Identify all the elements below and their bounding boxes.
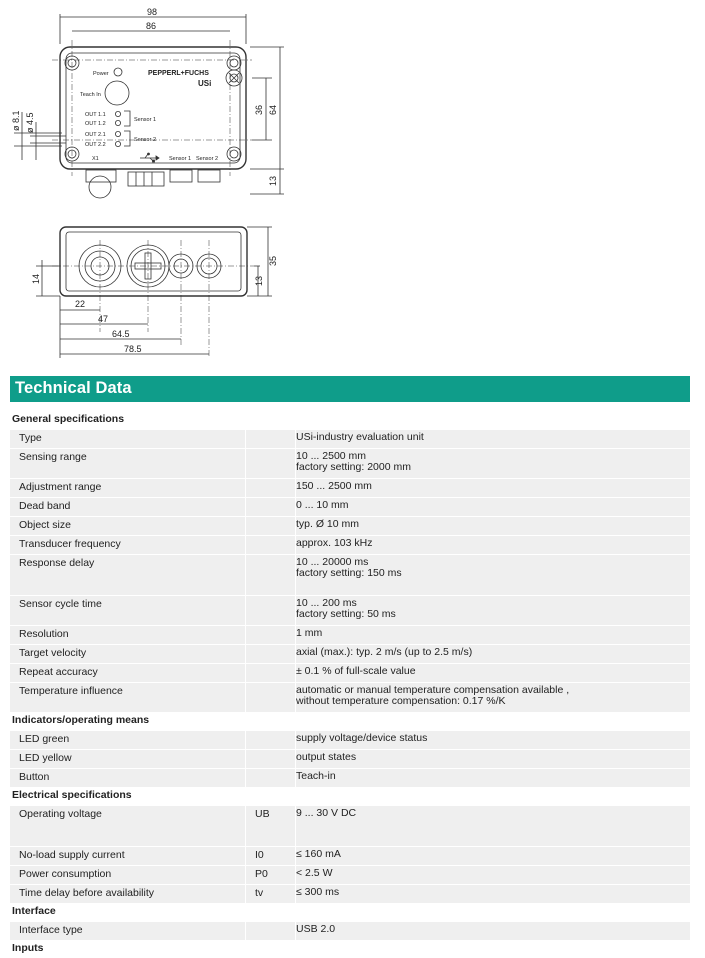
spec-symbol: P0 xyxy=(246,866,296,885)
dim-35: 35 xyxy=(268,255,278,266)
spec-label: LED yellow xyxy=(10,750,246,769)
spec-value-line: factory setting: 150 ms xyxy=(296,566,402,579)
spec-label: Operating voltage xyxy=(10,806,246,847)
spec-value-line: factory setting: 2000 mm xyxy=(296,460,411,473)
spec-value xyxy=(296,645,691,664)
out12-label: OUT 1.2 xyxy=(85,121,106,127)
spec-row xyxy=(10,596,690,626)
spec-value-line: approx. 103 kHz xyxy=(296,537,373,549)
spec-value xyxy=(296,683,691,713)
spec-label: Time delay before availability xyxy=(10,885,246,904)
spec-label: Repeat accuracy xyxy=(10,664,246,683)
spec-symbol xyxy=(246,596,296,626)
dim-47: 47 xyxy=(98,314,109,324)
spec-value xyxy=(296,626,691,645)
spec-symbol xyxy=(246,750,296,769)
technical-data-banner xyxy=(10,376,690,402)
section-heading-text: Electrical specifications xyxy=(12,789,132,801)
spec-symbol xyxy=(246,430,296,449)
dim-78-5: 78.5 xyxy=(124,344,142,354)
sensor1-port-label: Sensor 1 xyxy=(169,156,192,162)
spec-symbol xyxy=(246,555,296,596)
spec-symbol xyxy=(246,645,296,664)
spec-symbol xyxy=(246,449,296,479)
teach-in-label: Teach In xyxy=(80,92,101,98)
section-title: Technical Data xyxy=(15,379,132,397)
spec-value-line: 10 ... 2500 mm xyxy=(296,450,367,462)
spec-table xyxy=(10,411,690,958)
spec-value xyxy=(296,664,691,683)
spec-value-line: without temperature compensation: 0.17 %/K xyxy=(296,694,506,707)
spec-label: Response delay xyxy=(10,555,246,596)
out22-label: OUT 2.2 xyxy=(85,142,106,148)
spec-symbol xyxy=(246,479,296,498)
spec-symbol xyxy=(246,922,296,941)
spec-value-line: 10 ... 20000 ms xyxy=(296,556,369,568)
spec-value-line: ≤ 300 ms xyxy=(296,886,340,898)
section-heading xyxy=(10,787,690,806)
spec-value xyxy=(296,866,691,885)
spec-row xyxy=(10,847,690,866)
spec-label: Adjustment range xyxy=(10,479,246,498)
spec-row xyxy=(10,449,690,479)
dim-36: 36 xyxy=(254,104,264,115)
dimension-drawing xyxy=(0,0,705,372)
spec-value-line: ≤ 160 mA xyxy=(296,848,341,860)
spec-value-line: 150 ... 2500 mm xyxy=(296,480,372,492)
spec-value xyxy=(296,885,691,904)
spec-row xyxy=(10,626,690,645)
spec-row xyxy=(10,645,690,664)
spec-row xyxy=(10,731,690,750)
usb-icon xyxy=(140,153,159,162)
spec-value-line: output states xyxy=(296,751,357,763)
spec-label: Temperature influence xyxy=(10,683,246,713)
spec-label: Object size xyxy=(10,517,246,536)
spec-value-line: supply voltage/device status xyxy=(296,732,428,744)
spec-label: Target velocity xyxy=(10,645,246,664)
spec-row xyxy=(10,683,690,713)
spec-label: Power consumption xyxy=(10,866,246,885)
section-heading xyxy=(10,903,690,922)
spec-row xyxy=(10,866,690,885)
spec-symbol: tv xyxy=(246,885,296,904)
spec-value-line: 0 ... 10 mm xyxy=(296,499,349,511)
spec-value-line: Teach-in xyxy=(296,770,336,782)
spec-value-line: axial (max.): typ. 2 m/s (up to 2.5 m/s) xyxy=(296,646,473,658)
sensor1-label: Sensor 1 xyxy=(134,117,157,123)
section-heading xyxy=(10,411,690,430)
sensor2-port-label: Sensor 2 xyxy=(196,156,219,162)
spec-row xyxy=(10,555,690,596)
spec-value xyxy=(296,517,691,536)
sensor2-label: Sensor 2 xyxy=(134,137,157,143)
dim-22: 22 xyxy=(75,299,86,309)
out11-label: OUT 1.1 xyxy=(85,112,106,118)
spec-symbol xyxy=(246,769,296,788)
dim-64-5: 64.5 xyxy=(112,329,130,339)
usi-logo: USi xyxy=(198,79,212,88)
spec-value-line: USB 2.0 xyxy=(296,923,336,935)
spec-label: Interface type xyxy=(10,922,246,941)
section-heading-text: General specifications xyxy=(12,413,125,425)
section-heading-text: Inputs xyxy=(12,942,44,954)
spec-value-line: 9 ... 30 V DC xyxy=(296,807,357,819)
spec-label: Sensing range xyxy=(10,449,246,479)
spec-value xyxy=(296,922,691,941)
spec-value xyxy=(296,555,691,596)
section-heading xyxy=(10,712,690,731)
spec-value xyxy=(296,806,691,847)
spec-value xyxy=(296,498,691,517)
dim-13: 13 xyxy=(268,175,278,186)
spec-value xyxy=(296,449,691,479)
spec-label: LED green xyxy=(10,731,246,750)
spec-label: Button xyxy=(10,769,246,788)
spec-value xyxy=(296,750,691,769)
spec-label: Dead band xyxy=(10,498,246,517)
spec-label: No-load supply current xyxy=(10,847,246,866)
spec-row xyxy=(10,517,690,536)
spec-value-line: typ. Ø 10 mm xyxy=(296,518,360,530)
spec-value-line: automatic or manual temperature compensation available , xyxy=(296,684,570,696)
spec-symbol: I0 xyxy=(246,847,296,866)
spec-value xyxy=(296,769,691,788)
spec-row xyxy=(10,664,690,683)
spec-row xyxy=(10,498,690,517)
x1-label: X1 xyxy=(92,156,99,162)
dim-98: 98 xyxy=(147,7,158,17)
spec-label: Resolution xyxy=(10,626,246,645)
spec-symbol xyxy=(246,536,296,555)
spec-value xyxy=(296,731,691,750)
dim-d81: ø 8.1 xyxy=(11,110,21,131)
spec-value xyxy=(296,847,691,866)
spec-symbol xyxy=(246,517,296,536)
spec-row xyxy=(10,806,690,847)
spec-row xyxy=(10,769,690,788)
spec-symbol xyxy=(246,683,296,713)
spec-row xyxy=(10,430,690,449)
spec-symbol: UB xyxy=(246,806,296,847)
dim-86: 86 xyxy=(146,21,157,31)
section-heading-text: Interface xyxy=(12,905,56,917)
out21-label: OUT 2.1 xyxy=(85,132,106,138)
spec-value-line: 1 mm xyxy=(296,627,323,639)
spec-symbol xyxy=(246,664,296,683)
spec-row xyxy=(10,750,690,769)
dim-13b: 13 xyxy=(254,275,264,286)
spec-label: Transducer frequency xyxy=(10,536,246,555)
spec-value-line: ± 0.1 % of full-scale value xyxy=(296,665,416,677)
power-label: Power xyxy=(93,71,109,77)
spec-row xyxy=(10,922,690,941)
spec-value xyxy=(296,430,691,449)
spec-symbol xyxy=(246,626,296,645)
dim-d45: ø 4.5 xyxy=(25,112,35,133)
spec-value xyxy=(296,596,691,626)
spec-row xyxy=(10,536,690,555)
spec-row xyxy=(10,885,690,904)
spec-symbol xyxy=(246,498,296,517)
spec-value xyxy=(296,479,691,498)
spec-symbol xyxy=(246,731,296,750)
dim-64: 64 xyxy=(268,104,278,115)
spec-value-line: < 2.5 W xyxy=(296,867,333,879)
spec-label: Sensor cycle time xyxy=(10,596,246,626)
dim-14: 14 xyxy=(31,273,41,284)
spec-value xyxy=(296,536,691,555)
brand-logo: PEPPERL+FUCHS xyxy=(148,70,209,77)
spec-value-line: USi-industry evaluation unit xyxy=(296,431,424,443)
spec-row xyxy=(10,479,690,498)
spec-value-line: factory setting: 50 ms xyxy=(296,607,396,620)
section-heading-text: Indicators/operating means xyxy=(12,714,150,726)
spec-label: Type xyxy=(10,430,246,449)
spec-value-line: 10 ... 200 ms xyxy=(296,597,357,609)
